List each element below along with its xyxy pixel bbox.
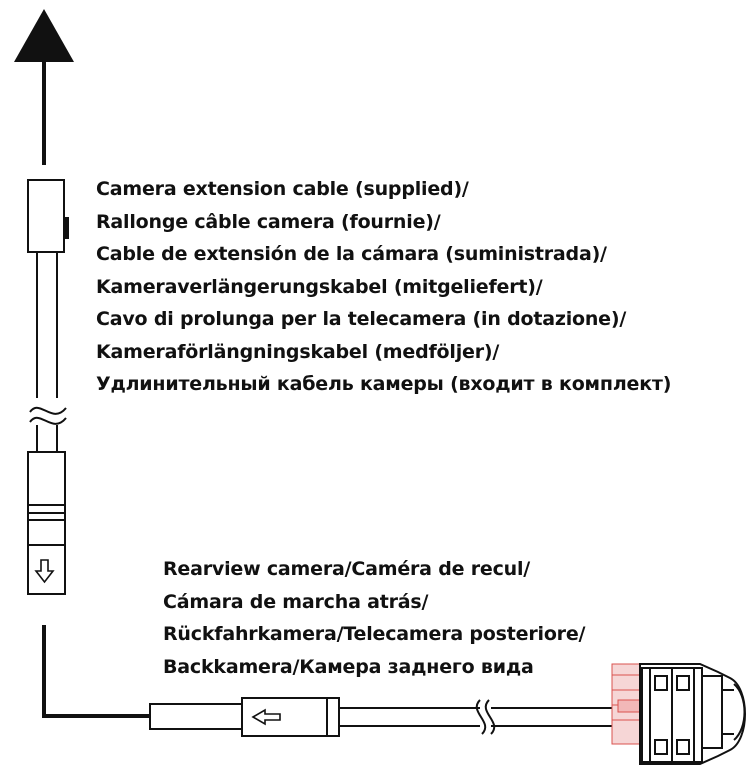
label-line: Rückfahrkamera/Telecamera posteriore/ — [163, 623, 586, 645]
left-arrow-icon — [253, 710, 280, 724]
up-arrow-icon — [14, 9, 74, 165]
extension-cable-plug — [28, 425, 65, 594]
camera-cable-plug — [150, 698, 339, 736]
label-line: Kameraverlängerungskabel (mitgeliefert)/ — [96, 275, 543, 298]
label-line: Удлинительный кабель камеры (входит в комплект) — [96, 373, 672, 395]
label-line: Cavo di prolunga per la telecamera (in dotazione)/ — [96, 308, 627, 330]
label-line: Rallonge câble camera (fournie)/ — [96, 210, 441, 233]
label-line: Kameraförlängningskabel (medföljer)/ — [96, 340, 500, 363]
label-line: Cámara de marcha atrás/ — [163, 590, 429, 613]
extension-cable-connector-top — [28, 180, 68, 398]
wavy-break-icon — [30, 408, 66, 424]
connection-path — [44, 625, 150, 716]
label-line: Backkamera/Камера заднего вида — [163, 655, 534, 678]
extension-cable-label — [96, 173, 671, 401]
rearview-camera-label — [163, 553, 585, 683]
down-arrow-icon — [36, 560, 53, 582]
label-line: Camera extension cable (supplied)/ — [96, 178, 469, 200]
label-line: Rearview camera/Caméra de recul/ — [163, 558, 531, 580]
label-line: Cable de extensión de la cámara (suministrada)/ — [96, 243, 607, 265]
rearview-camera — [612, 664, 745, 764]
camera-cable — [339, 700, 612, 734]
